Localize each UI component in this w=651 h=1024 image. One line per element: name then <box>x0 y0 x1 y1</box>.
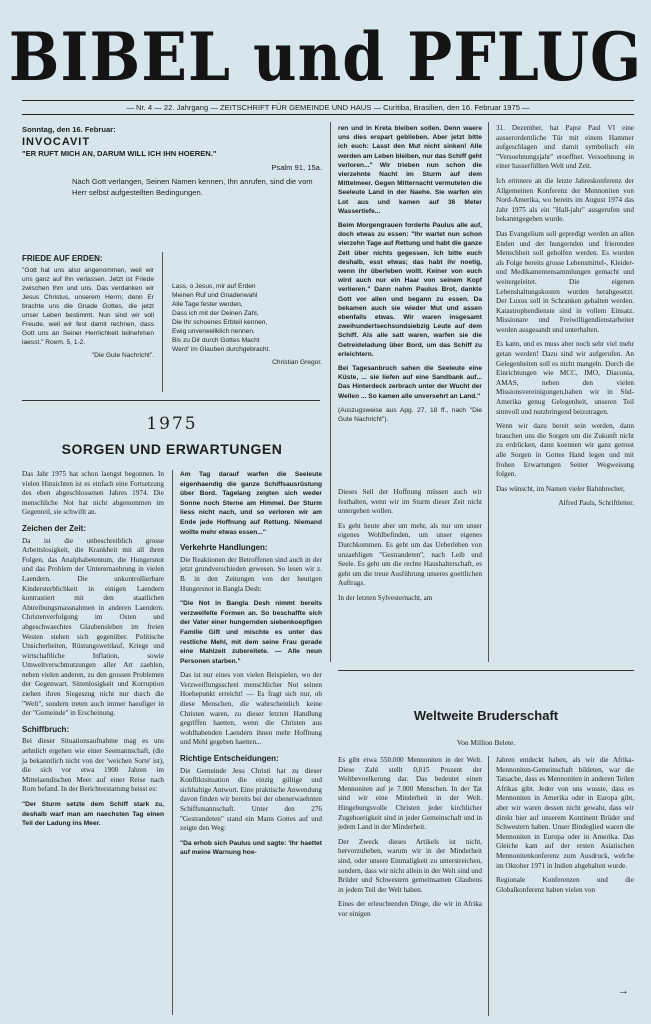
article-column <box>22 470 164 834</box>
article-column <box>338 488 482 609</box>
paragraph: Regionale Konferenzen und die Globalkonferenz haben vielen von <box>496 876 634 894</box>
quote: Am Tag darauf warfen die Seeleute eigenhaendig die ganze Schiffsausrüstung über Bord. Tagelang zeigten sich weder Sonne noch Sterne am Himmel. Der Sturm liess nicht nach, und so verloren wir am Ende jede Hoffnung auf Rettung. Niemand wollte mehr etwas essen..." <box>180 471 322 536</box>
paragraph: Eines der erleuchtenden Dinge, die wir in Afrika vor einigen <box>338 900 482 918</box>
peace-box <box>22 248 154 360</box>
paragraph: Es geht heute aber um mehr, als nur um unser eigenes Wohlbefinden, um unser eigenes Durchkommen. Es geht um das Ueberleben von unzaehligen "Gestrandeten", nach Leib und Seele. Es geht um die rechte Haushalterschaft, es geht um die treue Ausführung unseres goettlichen Auftrags. <box>338 521 482 588</box>
paragraph: Jahren entdeckt haben, als wir die Afrika-Mennoniten-Gemeinschaft bildeten, war die Tatsache, dass es Mennoniten in anderen Teilen Afrikas gibt. Jeder von uns wusste, dass es Mennoniten in Amerika oder in Europa gibt, aber wir waren dessen nicht gewahr, dass wir direkt hier auf unserem Kontinent Brüder und Schwestern haben. Unser Bindeglied waren die Mennoniten in Europa oder in Amerika. Das Gleiche kam auf der ersten Asiatischen Mennonitenkonferenz zum Ausdruck, welche im Oktober 1971 in Indien abgehalten wurde. <box>496 756 634 870</box>
divider <box>172 470 173 1015</box>
brotherhood-byline: Von Million Belete. <box>456 738 516 747</box>
paragraph: Ich erinnere an die letzte Jahreskonferenz der Allgemeinen Konferenz der Mennoniten von Nord-Amerika, wo bereits im August 1974 das Jahr 1975 als ein "Hall-jahr" ausgerufen und bekanntgegeben wurde. <box>496 176 634 224</box>
paragraph: Da ist die unbeschreiblich grosse Arbeitslosigkeit, die Krankheit mit all ihren Folgen, das Analphabetentum, die Hungersnot und das Problem der Unterernaehrung in vielen Laendern. Die unkontrollierbare Kindersterblichkeit in einigen Laendern kontrastiert mit den staatlichen Abtreibungsmassnahmen in anderen Laendern. Christenverfolgung im Osten und abgeschwaechtes Glaubensleben im freien Westen stehen sich gegenüber. Politische Unsicherheiten, Rüstungswettlauf, Kriege und wirtschaftliche Inflation, sowie Umweltverschmutzungen aller Art zaehlen, neben vielen anderen, zu den grossen Problemen der Gegenwart. Sittenlosigkeit und Korruption ziehen ihren Siegeszug nicht nur durch die "Welt", sondern treten auch immer haeufiger in der "Gemeinde" in Erscheinung. <box>22 536 164 718</box>
hymn-line: Ewig unverweilklich nennen. <box>172 328 255 335</box>
hymn-line: Bis zu Dir durch Gottes Macht <box>172 337 260 344</box>
paragraph: Bei Tagesanbruch sahen die Seeleute eine Küste, ... sie liefen auf eine Sandbank auf... Das Hinterdeck zerbrach unter der Wucht der Wellen ... So kamen alle unversehrt an Land." <box>338 365 482 400</box>
citation: (Auszugsweise aus Apg. 27, 18 ff., nach "Die Gute Nachricht"). <box>338 406 482 424</box>
paragraph: Dieses Seil der Hoffnung müssen auch wir festhalten, wenn wir im Sturm dieser Zeit nicht untergehen wollen. <box>338 488 482 516</box>
masthead-title: BIBEL und PFLUG <box>8 19 643 97</box>
section-heading: Zeichen der Zeit: <box>22 523 87 533</box>
story-continuation <box>338 124 482 429</box>
divider <box>330 122 331 662</box>
divider <box>22 400 320 401</box>
paragraph: Das Jahr 1975 hat schon laengst begonnen. In vielen Hinsichten ist es einfach eine Fortsetzung des eben abgeschlossenen Jahres 1974. Die menschliche Not hat nicht abgenommen im Gegenteil, sie schwillt an. <box>22 470 164 517</box>
divider <box>338 670 634 671</box>
issue-line: — Nr. 4 — 22. Jahrgang — ZEITSCHRIFT FÜR GEMEINDE UND HAUS — Curitiba, Brasilien, den 16. Februar 1975 — <box>22 100 634 115</box>
brotherhood-column <box>496 756 634 900</box>
peace-title: FRIEDE AUF ERDEN: <box>22 254 103 263</box>
brotherhood-column <box>338 756 482 925</box>
signature: Alfred Pauls, Schriftleiter. <box>558 499 634 508</box>
devotion-name: INVOCAVIT <box>22 135 91 148</box>
paragraph: 31. Dezember, hat Papst Paul VI eine ausserordentliche Tür mit einem Hammer aufgeschlagen und damit symbolisch ein "Versoehnungsjahr" eroeffnet. Versoehnung in einer hasserfüllten Welt und Zeit. <box>496 124 634 171</box>
paragraph: Die Reaktionen der Betroffenen sind auch in der jetzt grundverschieden gewesen. So lesen wir z. B. in den Zeitungen von der heutigen Hungersnot in Bangla Desh: <box>180 555 322 593</box>
hymn-line: Meinen Ruf und Gnadenwahl <box>172 292 258 299</box>
hymn-line: Werd' im Glauben durchgebracht. <box>172 346 271 353</box>
paragraph: Bei dieser Situationsaufnahme mag es uns aehnlich ergehen wie einer Seemannschaft, (die ja bekanntlich nicht von der 'weichen Sorte' ist), die sich vor etwa 1900 Jahren im Mittelaendischen Meer auf einer Reise nach Rom befand. In der Berichterstattung heisst es: <box>22 737 164 794</box>
hymn-line: Die Ihr schoenes Erbteil kennen, <box>172 319 268 326</box>
paragraph: Das ist nur eines von vielen Beispielen, wo der Verzweiflungsschrei menschlicher Not seinen Hoehepunkt erreicht! — Es fragt sich nur, ob diese Menschen, die wahrscheinlich keine Christen waren, zu dieser letzten Handlung gegriffen haetten, wenn die Christen aus wohlhabenden Laendern ihnen mehr Hoffnung und Mehl gegeben haetten... <box>180 671 322 747</box>
section-heading: Schiffbruch: <box>22 724 70 734</box>
hymn-line: Lass, o Jesus, mir auf Erden <box>172 283 256 290</box>
paragraph: Das Evangelium soll gepredigt werden an allen Enden und der hungernden und frierenden Menschheit soll geholfen werden. Es wurden als Folge bereits grosse Lebensmittel-, Kleider- und Medikamentensammlungen gemacht und weitergeleitet. Die eigenen Lebenshaltungskosten wurden herabgesetzt. Der Luxus soll in Schranken gehalten werden. Katastrophendienste sind in vollem Einsatz. Missionare und Freiwilligendienstarbeiter werden ausgesandt und unterhalten. <box>496 229 634 334</box>
devotion-quote: "ER RUFT MICH AN, DARUM WILL ICH IHN HOEREN." <box>22 149 217 159</box>
peace-text: "Gott hat uns also angenommen, weil wir uns ganz auf Ihn verlassen. Jetzt ist Friede zwischen Ihm und uns. Das verdanken wir Jesus Christus, unserem Herrn; denn Er brachte uns die Gnade Gottes, die jetzt unser Leben bestimmt. Nun sind wir voll Freude, weil wir fest damit rechnen, dass Gott uns an Seiner Herrlichkeit teilnehmen laesst." Roem. 5, 1-2. <box>22 267 154 346</box>
paragraph: Wenn wir dazu bereit sein werden, dann brauchen uns die Sorgen um die Zukunft nicht zu erdrücken, dann koennen wir ganz getrost alle Sorgen in Gottes Hand legen und mit frohen Erwartungen Seiner Wegweisung folgen. <box>496 422 634 479</box>
devotion-body: Nach Gott verlangen, Seinen Namen kennen, Ihn anrufen, sind die vom Herr selbst aufgestellten Bedingungen. <box>72 177 313 198</box>
paragraph: In der letzten Sylvesternacht, am <box>338 593 433 602</box>
hymn-author: Christian Gregor. <box>272 359 322 366</box>
quote: "Da erhob sich Paulus und sagte: 'Ihr haettet auf meine Warnung hoe- <box>180 839 322 857</box>
brotherhood-title: Weltweite Bruderschaft <box>413 708 559 723</box>
paragraph: ren und in Kreta bleiben sollen. Denn waere uns dies erspart geblieben. Aber jetzt bitte ich euch: Lasst den Mut nicht sinken! Alle werden am Leben bleiben, nur das Schiff geht verloren..." Wir trieben nun schon die vierzehnte Nacht im Sturm auf dem Mittelmeer. Gegen Mitternacht vermuteten die Seeleute Land in der Naehe. Sie warfen ein Lot aus und kamen auf 36 Meter Wassertiefe... <box>338 125 482 215</box>
hymn-box <box>172 282 322 367</box>
divider <box>488 756 489 1016</box>
article-column <box>180 470 322 863</box>
quote: "Der Sturm setzte dem Schiff stark zu, deshalb warf man am naechsten Tag einen Teil der Ladung ins Meer. <box>22 801 164 828</box>
editorial-continuation <box>496 124 634 514</box>
divider <box>488 122 489 662</box>
devotion-block <box>22 125 322 198</box>
devotion-date: Sonntag, den 16. Februar: <box>22 125 116 134</box>
paragraph: Es gibt etwa 550.000 Mennoniten in der Welt. Diese Zahl stellt 0,015 Prozent der Weltbevoelkerung dar. Das bedeutet einen Mennoniten auf je 7.000 Menschen. In der Tat sind wir eine Minderheit in der Welt. Hingebungsvolle Christen jeder kirchlicher Zugehoerigkeit sind in jeder Gemeinschaft und in jedem Land in der Minderheit. <box>338 756 482 832</box>
peace-source: "Die Gute Nachricht". <box>91 352 154 359</box>
article-title: SORGEN UND ERWARTUNGEN <box>61 441 283 457</box>
devotion-ref: Psalm 91, 15a. <box>271 162 322 172</box>
paragraph: Die Gemeinde Jesu Christi hat zu dieser Konfliktsituation die einzig gültige und sichhaltige Antwort. Eine praktische Anwendung davon finden wir bereits bei der obenerwaehnten Schiffsmannschaft. Unter den 276 "Gestrandeten" stand ein Mann Gottes auf und zeigte den Weg: <box>180 766 322 833</box>
hymn-line: Dass ich mit der Deinen Zahl, <box>172 310 259 317</box>
article-year: 1975 <box>146 414 198 434</box>
continue-arrow-icon: → <box>618 985 629 997</box>
paragraph: Es kann, und es muss aber noch sehr viel mehr getan werden! Dazu sind wir aufgerufen. An Gelegenheiten soll es nicht mangeln. Durch die Einrichtungen wie MCC, IMO, Diaconia, AMAS, neben den vielen Missionsvereinigungen,haben wir in Süd-Amerika genug Gelegenheit, unseren Teil sinnvoll und nutzbringend beizutragen. <box>496 340 634 416</box>
divider <box>162 252 163 392</box>
paragraph: Der Zweck dieses Artikels ist nicht, hervorzuheben, warum wir in der Minderheit sind, oder unsere Einmaligkeit zu unterstreichen, sondern, dass wir nicht allein in der Welt sind und Brüder und Schwestern gemeinsamen Glaubens in jedem Teil der Welt haben. <box>338 837 482 894</box>
section-heading: Verkehrte Handlungen: <box>180 543 268 553</box>
paragraph: Beim Morgengrauen forderte Paulus alle auf, doch etwas zu essen: "Ihr wartet nun schon vierzehn Tage auf Rettung und habt die ganze Zeit über nichts gegessen. Ich bitte euch deshalb, esst etwas; das habt ihr noetig, wenn ihr überleben wollt. Keiner von euch wird auch nur ein Haar von seinem Kopf verlieren." Dann nahm Paulus Brot, dankte Gott vor allen und begann zu essen. Da bekamen auch sie wieder Mut und assen ebenfalls etwas. Wir waren insgesamt zweihundertsechsundsiebzig Leute auf dem Schiff. Als alle satt waren, warfen sie die Getreideladung über Bord, um das Schiff zu erleichtern. <box>338 222 482 358</box>
section-heading: Richtige Entscheidungen: <box>180 754 279 764</box>
paragraph: Das wünscht, im Namen vieler Bahnbrecher, <box>496 484 625 493</box>
quote: "Die Not in Bangla Desh nimmt bereits verzweifelte Formen an. So beschaffte sich der Vater einer hungernden siebenkoepfigen Familie Gift und mischte es unter das restliche Mehl, mit dem seine Frau gerade eine Mahlzeit zubereitete. — Alle neun Personen starben." <box>180 600 322 665</box>
hymn-line: Alle Tage fester werden, <box>172 301 243 308</box>
